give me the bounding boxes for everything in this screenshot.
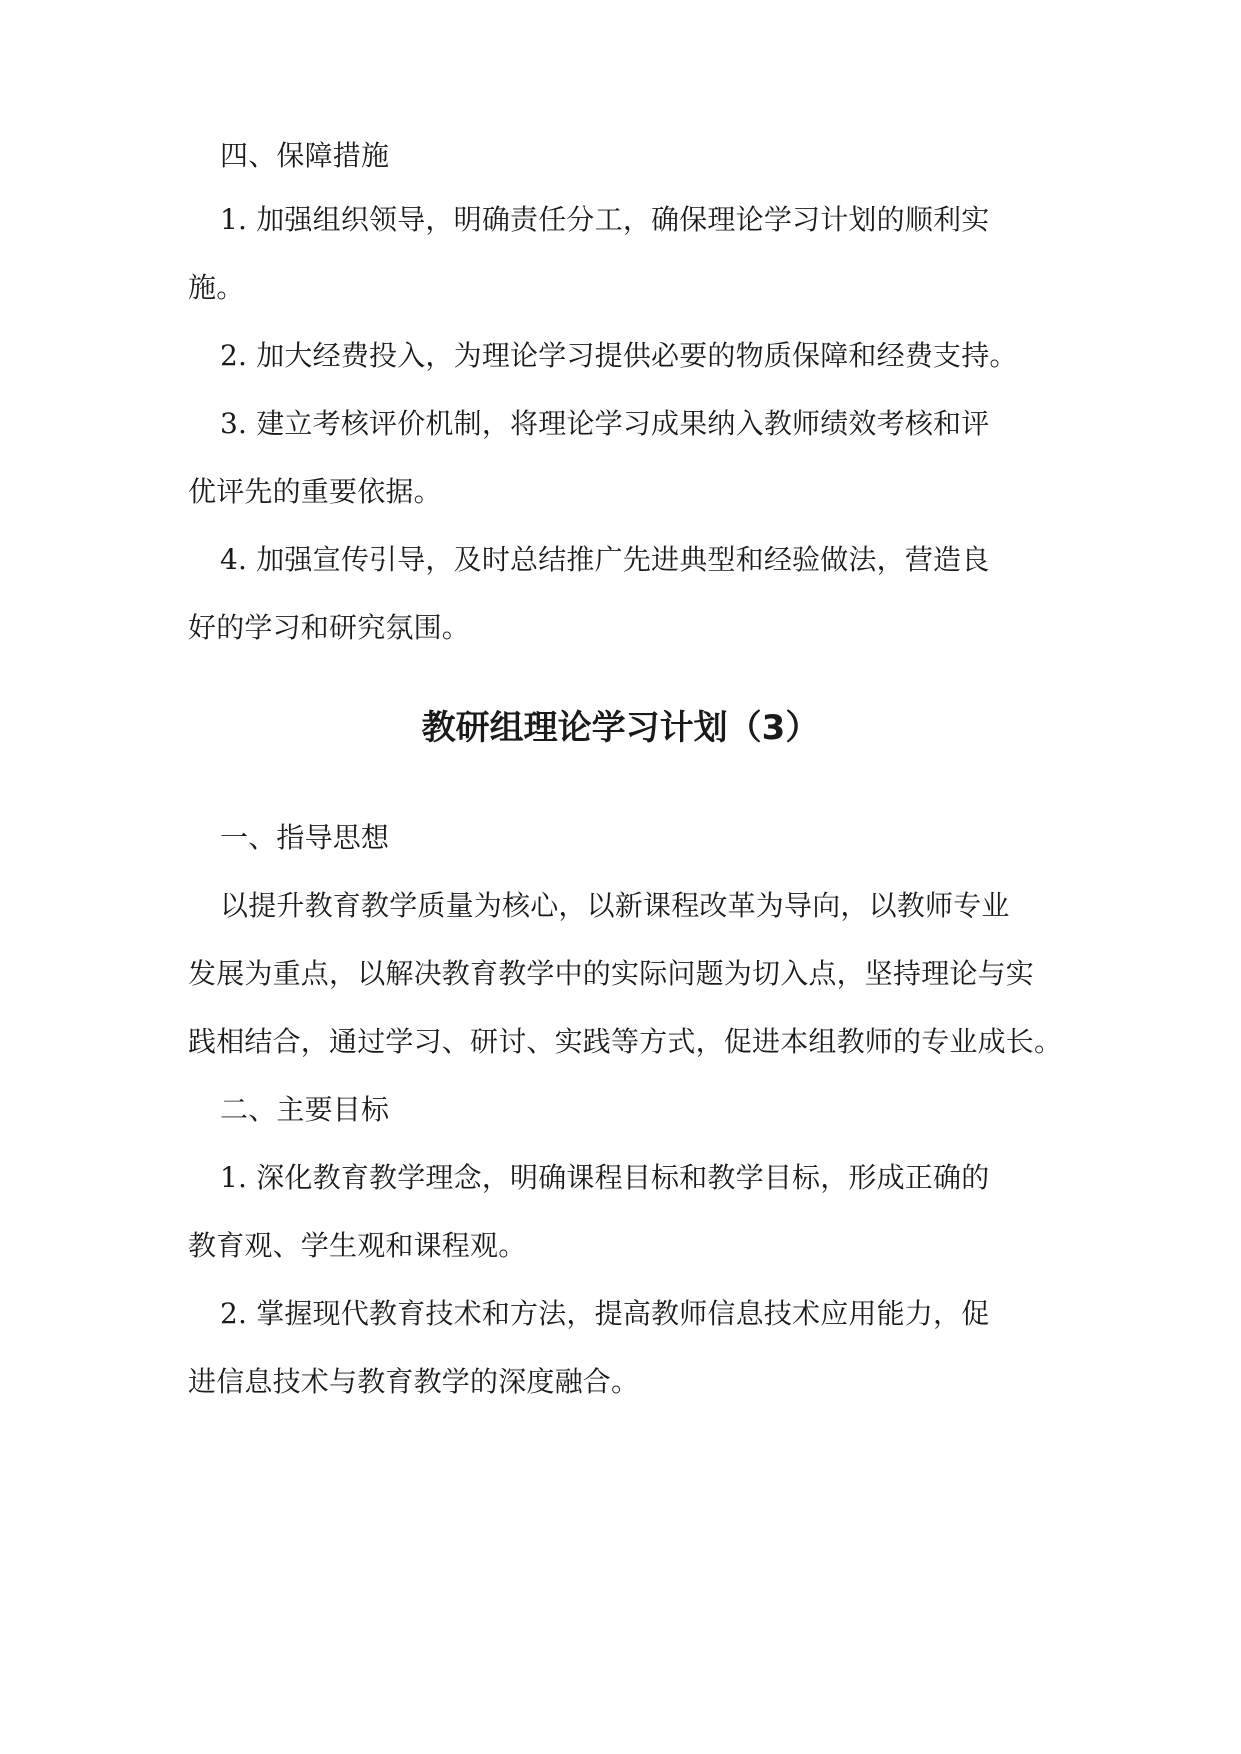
section-four-item-1-line-2: 施。 — [188, 271, 245, 304]
section-two-item-1-line-2: 教育观、学生观和课程观。 — [188, 1229, 527, 1262]
section-four-item-2-line-1: 2. 加大经费投入，为理论学习提供必要的物质保障和经费支持。 — [220, 339, 1018, 372]
section-two-item-2-line-2: 进信息技术与教育教学的深度融合。 — [188, 1365, 640, 1398]
plan-three-title: 教研组理论学习计划（3） — [421, 708, 820, 748]
section-two-heading: 二、主要目标 — [220, 1093, 390, 1126]
section-one-line-2: 发展为重点，以解决教育教学中的实际问题为切入点，坚持理论与实 — [188, 957, 1035, 990]
section-two-item-2-line-1: 2. 掌握现代教育技术和方法，提高教师信息技术应用能力，促 — [220, 1297, 990, 1330]
section-one-heading: 一、指导思想 — [220, 821, 390, 854]
section-four-item-4-line-2: 好的学习和研究氛围。 — [188, 611, 471, 644]
section-one-line-1: 以提升教育教学质量为核心，以新课程改革为导向，以教师专业 — [220, 889, 1010, 922]
section-one-line-3: 践相结合，通过学习、研讨、实践等方式，促进本组教师的专业成长。 — [188, 1025, 1063, 1058]
section-four-item-3-line-1: 3. 建立考核评价机制，将理论学习成果纳入教师绩效考核和评 — [220, 407, 990, 440]
section-four-item-3-line-2: 优评先的重要依据。 — [188, 475, 442, 508]
section-four-item-4-line-1: 4. 加强宣传引导，及时总结推广先进典型和经验做法，营造良 — [220, 543, 990, 576]
section-four-heading: 四、保障措施 — [220, 139, 390, 172]
section-two-item-1-line-1: 1. 深化教育教学理念，明确课程目标和教学目标，形成正确的 — [220, 1161, 990, 1194]
section-four-item-1-line-1: 1. 加强组织领导，明确责任分工，确保理论学习计划的顺利实 — [220, 203, 990, 236]
